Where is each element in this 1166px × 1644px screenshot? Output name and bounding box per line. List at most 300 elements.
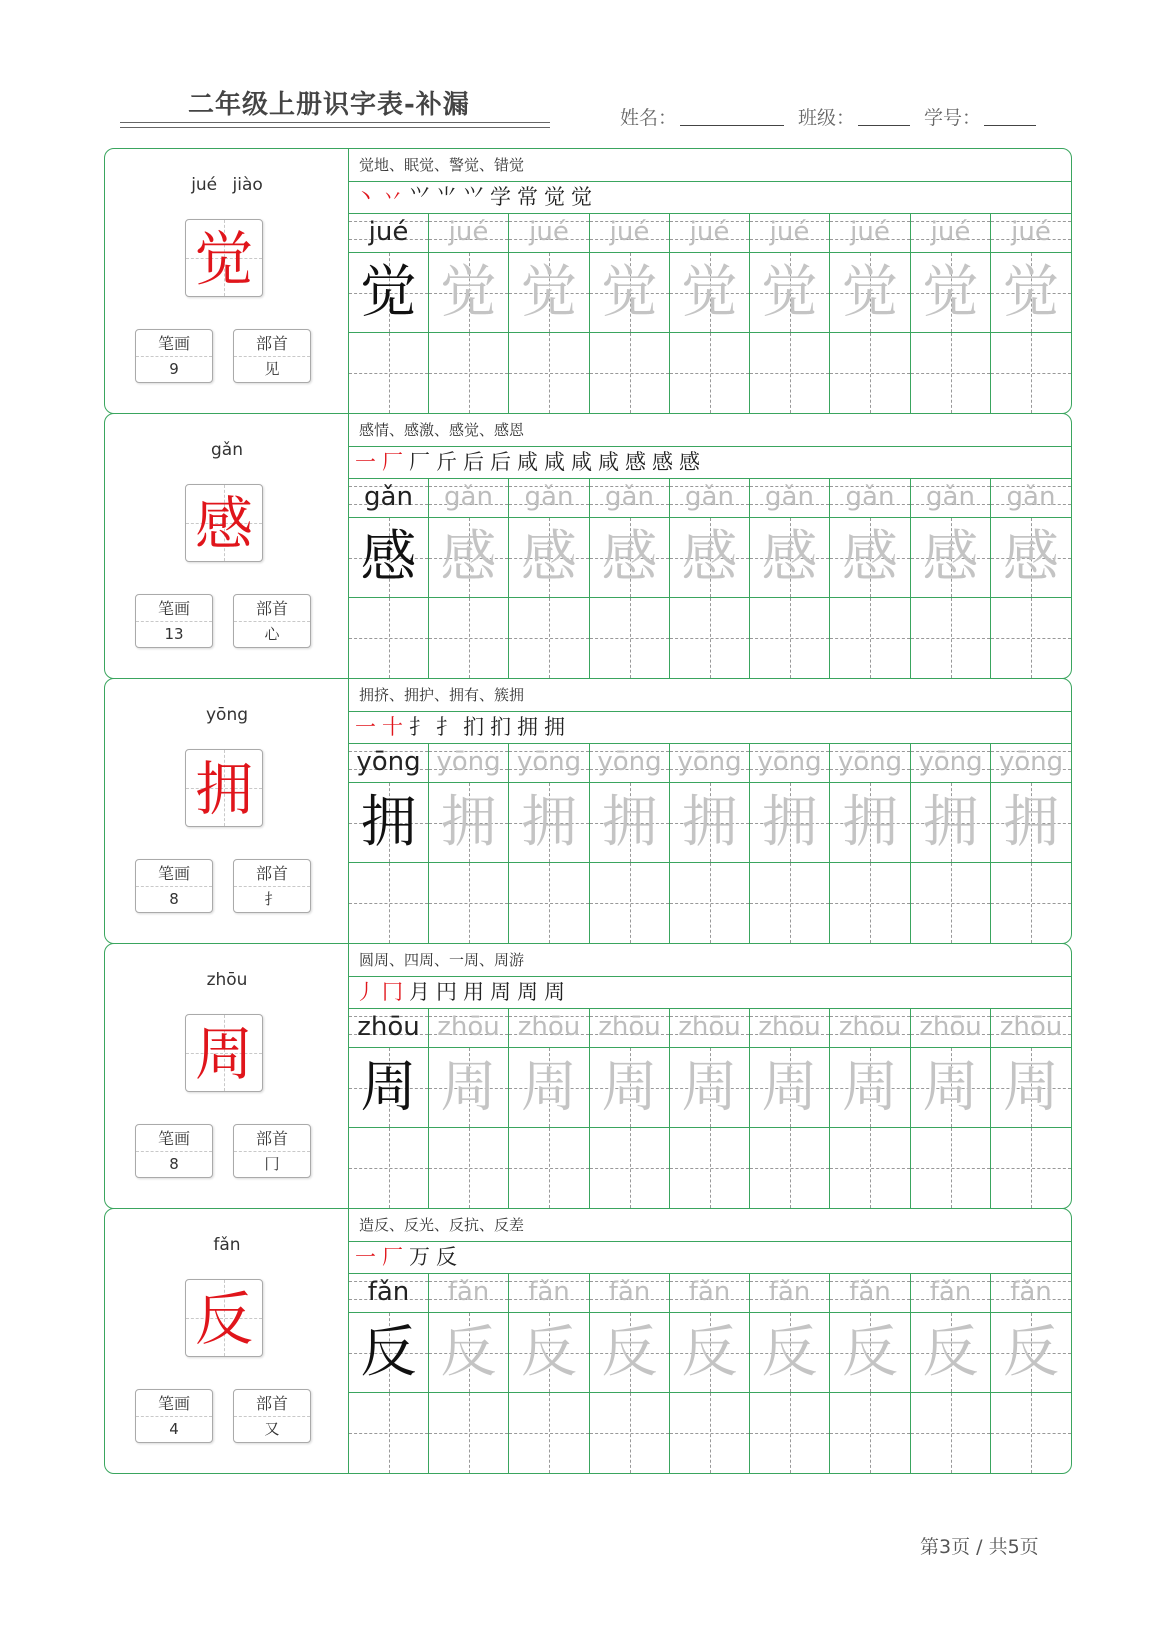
guide-line: [549, 1393, 550, 1473]
guide-line: [790, 333, 791, 413]
character-blank-cell[interactable]: [670, 863, 750, 943]
character-model-cell[interactable]: [349, 1313, 429, 1393]
pinyin-text: jué: [850, 217, 890, 247]
pinyin-text: jué: [448, 217, 489, 247]
pinyin-text: gǎn: [364, 482, 413, 512]
character-blank-cell[interactable]: [750, 598, 830, 678]
character-blank-cell[interactable]: [509, 1393, 590, 1473]
name-field[interactable]: [680, 125, 784, 126]
character-blank-cell[interactable]: [670, 1128, 750, 1208]
character-blank-cell[interactable]: [670, 598, 750, 678]
pinyin-trace-cell[interactable]: [750, 1008, 830, 1048]
guide-line: [630, 1393, 631, 1473]
character-trace-cell[interactable]: [911, 783, 991, 863]
character-text: 拥: [842, 790, 898, 855]
character-blank-cell[interactable]: [429, 598, 509, 678]
character-info-panel: [105, 1209, 349, 1473]
pinyin-trace-cell[interactable]: [750, 1273, 830, 1313]
pinyin-text: jué: [689, 217, 730, 247]
character-blank-cell[interactable]: [991, 333, 1071, 413]
pinyin-model-cell[interactable]: [349, 743, 429, 783]
pinyin-model-cell[interactable]: [349, 1273, 429, 1313]
example-words: 感情、感激、感觉、感恩: [349, 414, 1071, 447]
character-text: 感: [922, 525, 979, 590]
character-text: 拥: [521, 790, 577, 855]
character-blank-cell[interactable]: [911, 863, 991, 943]
pinyin-trace-cell[interactable]: [911, 1008, 991, 1048]
character-blank-cell[interactable]: [670, 333, 750, 413]
radical-value: 冂: [264, 1155, 280, 1173]
pinyin-trace-cell[interactable]: [911, 213, 991, 253]
pinyin-trace-cell[interactable]: [830, 213, 911, 253]
character-trace-cell[interactable]: [911, 253, 991, 333]
character-blank-cell[interactable]: [670, 1393, 750, 1473]
character-trace-cell[interactable]: [830, 518, 911, 598]
guide-line: [710, 1393, 711, 1473]
pinyin-text: yōng: [677, 747, 742, 777]
guide-line: [389, 1128, 390, 1208]
pinyin-trace-cell[interactable]: [991, 478, 1071, 518]
pinyin-text: jué: [1011, 217, 1051, 247]
stroke-count-value: 9: [169, 360, 179, 378]
class-label: 班级：: [798, 107, 856, 129]
character-text: 反: [360, 1320, 417, 1385]
character-blank-cell[interactable]: [509, 863, 590, 943]
title-underline-double: [120, 127, 550, 128]
character-text: 周: [922, 1055, 979, 1120]
stroke-count-label: 笔画: [136, 597, 212, 622]
guide-line: [630, 333, 631, 413]
character-trace-cell[interactable]: [590, 1048, 670, 1128]
pinyin-text: yōng: [516, 747, 582, 777]
character-trace-cell[interactable]: [750, 1313, 830, 1393]
character-display-box: [185, 219, 263, 297]
guide-line: [469, 1128, 470, 1208]
character-blank-cell[interactable]: [429, 1128, 509, 1208]
pinyin-trace-cell[interactable]: [509, 478, 590, 518]
stroke-step: 丿: [355, 980, 376, 1004]
guide-line: [870, 1393, 871, 1473]
character-pinyin: gǎn: [211, 440, 243, 460]
character-text: 周: [761, 1055, 818, 1120]
stroke-order: [349, 711, 1071, 744]
pinyin-text: zhōu: [517, 1012, 581, 1042]
character-card: [104, 413, 1072, 679]
character-text: 拥: [922, 790, 979, 855]
stroke-count-label: 笔画: [136, 332, 212, 357]
class-field[interactable]: [858, 125, 910, 126]
guide-line: [469, 863, 470, 943]
pinyin-trace-cell[interactable]: [750, 213, 830, 253]
pinyin-text: zhōu: [437, 1012, 500, 1042]
character-blank-cell[interactable]: [830, 1393, 911, 1473]
pinyin-trace-cell[interactable]: [991, 213, 1071, 253]
character-blank-cell[interactable]: [991, 1128, 1071, 1208]
character-trace-cell[interactable]: [509, 1313, 590, 1393]
stroke-count-box: [135, 329, 213, 383]
character-text: 觉: [842, 260, 898, 325]
guide-line: [630, 863, 631, 943]
character-trace-cell[interactable]: [991, 1048, 1071, 1128]
character-blank-cell[interactable]: [349, 1393, 429, 1473]
radical-label: 部首: [234, 1392, 310, 1417]
character-info-panel: [105, 944, 349, 1208]
guide-line: [951, 598, 952, 678]
pinyin-trace-cell[interactable]: [590, 478, 670, 518]
guide-line: [469, 1393, 470, 1473]
character-blank-cell[interactable]: [509, 598, 590, 678]
pinyin-trace-cell[interactable]: [911, 743, 991, 783]
character-text: 感: [1003, 525, 1059, 590]
stroke-count-value: 8: [169, 1155, 179, 1173]
pinyin-trace-cell[interactable]: [429, 1273, 509, 1313]
character-blank-cell[interactable]: [509, 1128, 590, 1208]
guide-line: [1031, 1128, 1032, 1208]
character-text: 拥: [440, 790, 497, 855]
pinyin-text: gǎn: [765, 482, 814, 512]
stroke-step: 冂: [382, 980, 403, 1004]
guide-line: [870, 333, 871, 413]
character-large: 感: [194, 490, 253, 558]
stroke-step: 学: [490, 185, 511, 209]
guide-line: [790, 598, 791, 678]
character-blank-cell[interactable]: [429, 333, 509, 413]
pinyin-trace-cell[interactable]: [750, 743, 830, 783]
character-text: 觉: [360, 260, 417, 325]
stroke-step: 扪: [490, 715, 511, 739]
pinyin-trace-cell[interactable]: [830, 1008, 911, 1048]
pinyin-text: gǎn: [605, 482, 654, 512]
character-trace-cell[interactable]: [911, 1313, 991, 1393]
example-words: 圆周、四周、一周、周游: [349, 944, 1071, 977]
character-blank-cell[interactable]: [509, 333, 590, 413]
guide-line: [549, 598, 550, 678]
character-large: 周: [194, 1020, 253, 1088]
stroke-step: 反: [436, 1245, 457, 1269]
character-model-cell[interactable]: [349, 783, 429, 863]
guide-line: [549, 333, 550, 413]
character-blank-cell[interactable]: [830, 1128, 911, 1208]
character-model-cell[interactable]: [349, 518, 429, 598]
pinyin-model-cell[interactable]: [349, 478, 429, 518]
character-blank-cell[interactable]: [830, 598, 911, 678]
pinyin-text: fǎn: [528, 1277, 570, 1307]
stroke-step: 扪: [463, 715, 484, 739]
character-text: 周: [601, 1055, 658, 1120]
character-text: 感: [761, 525, 818, 590]
character-trace-cell[interactable]: [509, 1048, 590, 1128]
pinyin-text: zhōu: [758, 1012, 821, 1042]
character-blank-cell[interactable]: [750, 333, 830, 413]
guide-line: [710, 1128, 711, 1208]
pinyin-trace-cell[interactable]: [590, 1273, 670, 1313]
character-text: 感: [440, 525, 497, 590]
guide-line: [1031, 333, 1032, 413]
pinyin-text: yōng: [837, 747, 903, 777]
character-text: 感: [360, 525, 417, 590]
stroke-count-box: [135, 1124, 213, 1178]
character-trace-cell[interactable]: [750, 1048, 830, 1128]
character-text: 拥: [601, 790, 658, 855]
stroke-step: 咸: [571, 450, 592, 474]
pinyin-trace-cell[interactable]: [830, 743, 911, 783]
pinyin-trace-cell[interactable]: [590, 743, 670, 783]
character-blank-cell[interactable]: [590, 1393, 670, 1473]
character-trace-cell[interactable]: [991, 253, 1071, 333]
character-trace-cell[interactable]: [911, 1048, 991, 1128]
character-trace-cell[interactable]: [911, 518, 991, 598]
character-trace-cell[interactable]: [509, 783, 590, 863]
character-text: 觉: [681, 260, 738, 325]
stroke-step: 后: [490, 450, 511, 474]
character-trace-cell[interactable]: [590, 253, 670, 333]
character-large: 反: [194, 1285, 253, 1353]
character-blank-cell[interactable]: [590, 1128, 670, 1208]
name-label: 姓名：: [620, 107, 678, 129]
example-words: 觉地、眠觉、警觉、错觉: [349, 149, 1071, 182]
stroke-step: 厂: [382, 1245, 403, 1269]
pinyin-text: zhōu: [678, 1012, 741, 1042]
radical-value: 扌: [264, 890, 280, 908]
pinyin-text: gǎn: [685, 482, 734, 512]
character-blank-cell[interactable]: [590, 333, 670, 413]
stroke-step: 觉: [544, 185, 565, 209]
example-words: 造反、反光、反抗、反差: [349, 1209, 1071, 1242]
stroke-step: ⺍: [409, 185, 430, 209]
character-text: 周: [1003, 1055, 1059, 1120]
character-blank-cell[interactable]: [750, 863, 830, 943]
pinyin-trace-cell[interactable]: [509, 1273, 590, 1313]
pinyin-trace-cell[interactable]: [911, 1273, 991, 1313]
pinyin-trace-cell[interactable]: [429, 213, 509, 253]
id-field[interactable]: [984, 125, 1036, 126]
pinyin-model-cell[interactable]: [349, 1008, 429, 1048]
character-trace-cell[interactable]: [590, 783, 670, 863]
guide-line: [790, 863, 791, 943]
character-text: 反: [1003, 1320, 1059, 1385]
character-pinyin: yōng: [205, 705, 249, 725]
radical-label: 部首: [234, 1127, 310, 1152]
character-text: 反: [521, 1320, 577, 1385]
radical-value: 心: [264, 625, 280, 643]
stroke-step: 拥: [544, 715, 565, 739]
character-blank-cell[interactable]: [991, 863, 1071, 943]
character-trace-cell[interactable]: [750, 783, 830, 863]
character-display-box: [185, 1279, 263, 1357]
pinyin-text: yōng: [597, 747, 662, 777]
character-blank-cell[interactable]: [991, 1393, 1071, 1473]
writing-grid: [349, 213, 1071, 413]
character-card: [104, 148, 1072, 414]
character-trace-cell[interactable]: [750, 518, 830, 598]
stroke-count-label: 笔画: [136, 1127, 212, 1152]
character-blank-cell[interactable]: [429, 863, 509, 943]
stroke-order: [349, 1241, 1071, 1274]
character-text: 觉: [601, 260, 658, 325]
pinyin-text: jué: [368, 217, 409, 247]
pinyin-trace-cell[interactable]: [830, 1273, 911, 1313]
character-blank-cell[interactable]: [750, 1393, 830, 1473]
character-text: 感: [842, 525, 898, 590]
character-pinyin: fǎn: [213, 1235, 241, 1255]
pinyin-trace-cell[interactable]: [670, 1273, 750, 1313]
character-info-panel: [105, 149, 349, 413]
pinyin-text: gǎn: [845, 482, 895, 512]
pinyin-text: fǎn: [608, 1277, 651, 1307]
pinyin-trace-cell[interactable]: [670, 213, 750, 253]
guide-line: [870, 1128, 871, 1208]
character-blank-cell[interactable]: [590, 598, 670, 678]
character-blank-cell[interactable]: [911, 1128, 991, 1208]
stroke-step: 扌: [409, 715, 430, 739]
guide-line: [951, 1393, 952, 1473]
character-text: 周: [681, 1055, 738, 1120]
stroke-step: 一: [355, 450, 376, 474]
character-trace-cell[interactable]: [590, 1313, 670, 1393]
pinyin-trace-cell[interactable]: [590, 213, 670, 253]
character-trace-cell[interactable]: [830, 253, 911, 333]
stroke-step: 咸: [598, 450, 619, 474]
practice-panel: [349, 679, 1071, 943]
pinyin-text: zhōu: [919, 1012, 982, 1042]
practice-panel: [349, 944, 1071, 1208]
character-trace-cell[interactable]: [670, 1313, 750, 1393]
stroke-step: 周: [517, 980, 538, 1004]
stroke-step: 扌: [436, 715, 457, 739]
character-blank-cell[interactable]: [349, 333, 429, 413]
pinyin-trace-cell[interactable]: [830, 478, 911, 518]
character-display-box: [185, 484, 263, 562]
pinyin-text: fǎn: [849, 1277, 891, 1307]
guide-line: [710, 333, 711, 413]
character-trace-cell[interactable]: [590, 518, 670, 598]
character-trace-cell[interactable]: [429, 253, 509, 333]
character-trace-cell[interactable]: [429, 1048, 509, 1128]
character-blank-cell[interactable]: [991, 598, 1071, 678]
character-display-box: [185, 749, 263, 827]
character-trace-cell[interactable]: [670, 783, 750, 863]
stroke-step: ⺌: [436, 185, 457, 209]
character-blank-cell[interactable]: [349, 598, 429, 678]
pinyin-trace-cell[interactable]: [590, 1008, 670, 1048]
pinyin-model-cell[interactable]: [349, 213, 429, 253]
character-model-cell[interactable]: [349, 253, 429, 333]
character-trace-cell[interactable]: [429, 518, 509, 598]
pinyin-trace-cell[interactable]: [911, 478, 991, 518]
pinyin-text: zhōu: [999, 1012, 1063, 1042]
pinyin-trace-cell[interactable]: [509, 213, 590, 253]
character-text: 觉: [521, 260, 577, 325]
pinyin-trace-cell[interactable]: [991, 1273, 1071, 1313]
writing-grid: [349, 1273, 1071, 1473]
guide-line: [389, 863, 390, 943]
stroke-step: 拥: [517, 715, 538, 739]
character-card: [104, 1208, 1072, 1474]
example-words: 拥挤、拥护、拥有、簇拥: [349, 679, 1071, 712]
character-trace-cell[interactable]: [750, 253, 830, 333]
character-trace-cell[interactable]: [670, 518, 750, 598]
character-blank-cell[interactable]: [750, 1128, 830, 1208]
character-trace-cell[interactable]: [429, 1313, 509, 1393]
character-model-cell[interactable]: [349, 1048, 429, 1128]
pinyin-trace-cell[interactable]: [991, 743, 1071, 783]
guide-line: [790, 1128, 791, 1208]
character-trace-cell[interactable]: [991, 783, 1071, 863]
writing-grid: [349, 478, 1071, 678]
character-blank-cell[interactable]: [911, 1393, 991, 1473]
character-text: 感: [681, 525, 738, 590]
character-display-box: [185, 1014, 263, 1092]
stroke-order: [349, 446, 1071, 479]
pinyin-trace-cell[interactable]: [509, 743, 590, 783]
guide-line: [1031, 1393, 1032, 1473]
pinyin-text: yōng: [436, 747, 501, 777]
character-trace-cell[interactable]: [670, 1048, 750, 1128]
guide-line: [1031, 598, 1032, 678]
character-text: 反: [601, 1320, 658, 1385]
character-blank-cell[interactable]: [830, 863, 911, 943]
guide-line: [549, 1128, 550, 1208]
guide-line: [630, 1128, 631, 1208]
character-trace-cell[interactable]: [509, 253, 590, 333]
pinyin-text: jué: [930, 217, 971, 247]
character-trace-cell[interactable]: [509, 518, 590, 598]
character-trace-cell[interactable]: [429, 783, 509, 863]
character-trace-cell[interactable]: [830, 1313, 911, 1393]
pinyin-text: fǎn: [929, 1277, 972, 1307]
character-info-panel: [105, 414, 349, 678]
title-underline: [120, 122, 550, 123]
character-card: [104, 943, 1072, 1209]
character-trace-cell[interactable]: [830, 783, 911, 863]
character-text: 反: [842, 1320, 898, 1385]
pinyin-text: zhōu: [357, 1012, 420, 1042]
character-text: 感: [601, 525, 658, 590]
radical-box: [233, 1389, 311, 1443]
character-trace-cell[interactable]: [991, 518, 1071, 598]
pinyin-trace-cell[interactable]: [991, 1008, 1071, 1048]
radical-box: [233, 329, 311, 383]
stroke-step: 丶: [355, 185, 376, 209]
stroke-count-value: 8: [169, 890, 179, 908]
character-blank-cell[interactable]: [590, 863, 670, 943]
stroke-step: 感: [625, 450, 646, 474]
stroke-step: 咸: [544, 450, 565, 474]
stroke-step: 感: [679, 450, 700, 474]
character-blank-cell[interactable]: [911, 333, 991, 413]
pinyin-trace-cell[interactable]: [750, 478, 830, 518]
document-title: 二年级上册识字表-补漏: [188, 90, 470, 120]
character-blank-cell[interactable]: [911, 598, 991, 678]
pinyin-trace-cell[interactable]: [670, 478, 750, 518]
pinyin-trace-cell[interactable]: [429, 478, 509, 518]
character-blank-cell[interactable]: [830, 333, 911, 413]
character-blank-cell[interactable]: [429, 1393, 509, 1473]
pinyin-trace-cell[interactable]: [429, 743, 509, 783]
character-text: 感: [521, 525, 577, 590]
character-blank-cell[interactable]: [349, 863, 429, 943]
pinyin-trace-cell[interactable]: [429, 1008, 509, 1048]
pinyin-trace-cell[interactable]: [670, 743, 750, 783]
pinyin-trace-cell[interactable]: [509, 1008, 590, 1048]
character-trace-cell[interactable]: [991, 1313, 1071, 1393]
character-trace-cell[interactable]: [830, 1048, 911, 1128]
stroke-count-label: 笔画: [136, 1392, 212, 1417]
character-card: [104, 678, 1072, 944]
character-trace-cell[interactable]: [670, 253, 750, 333]
pinyin-trace-cell[interactable]: [670, 1008, 750, 1048]
character-blank-cell[interactable]: [349, 1128, 429, 1208]
